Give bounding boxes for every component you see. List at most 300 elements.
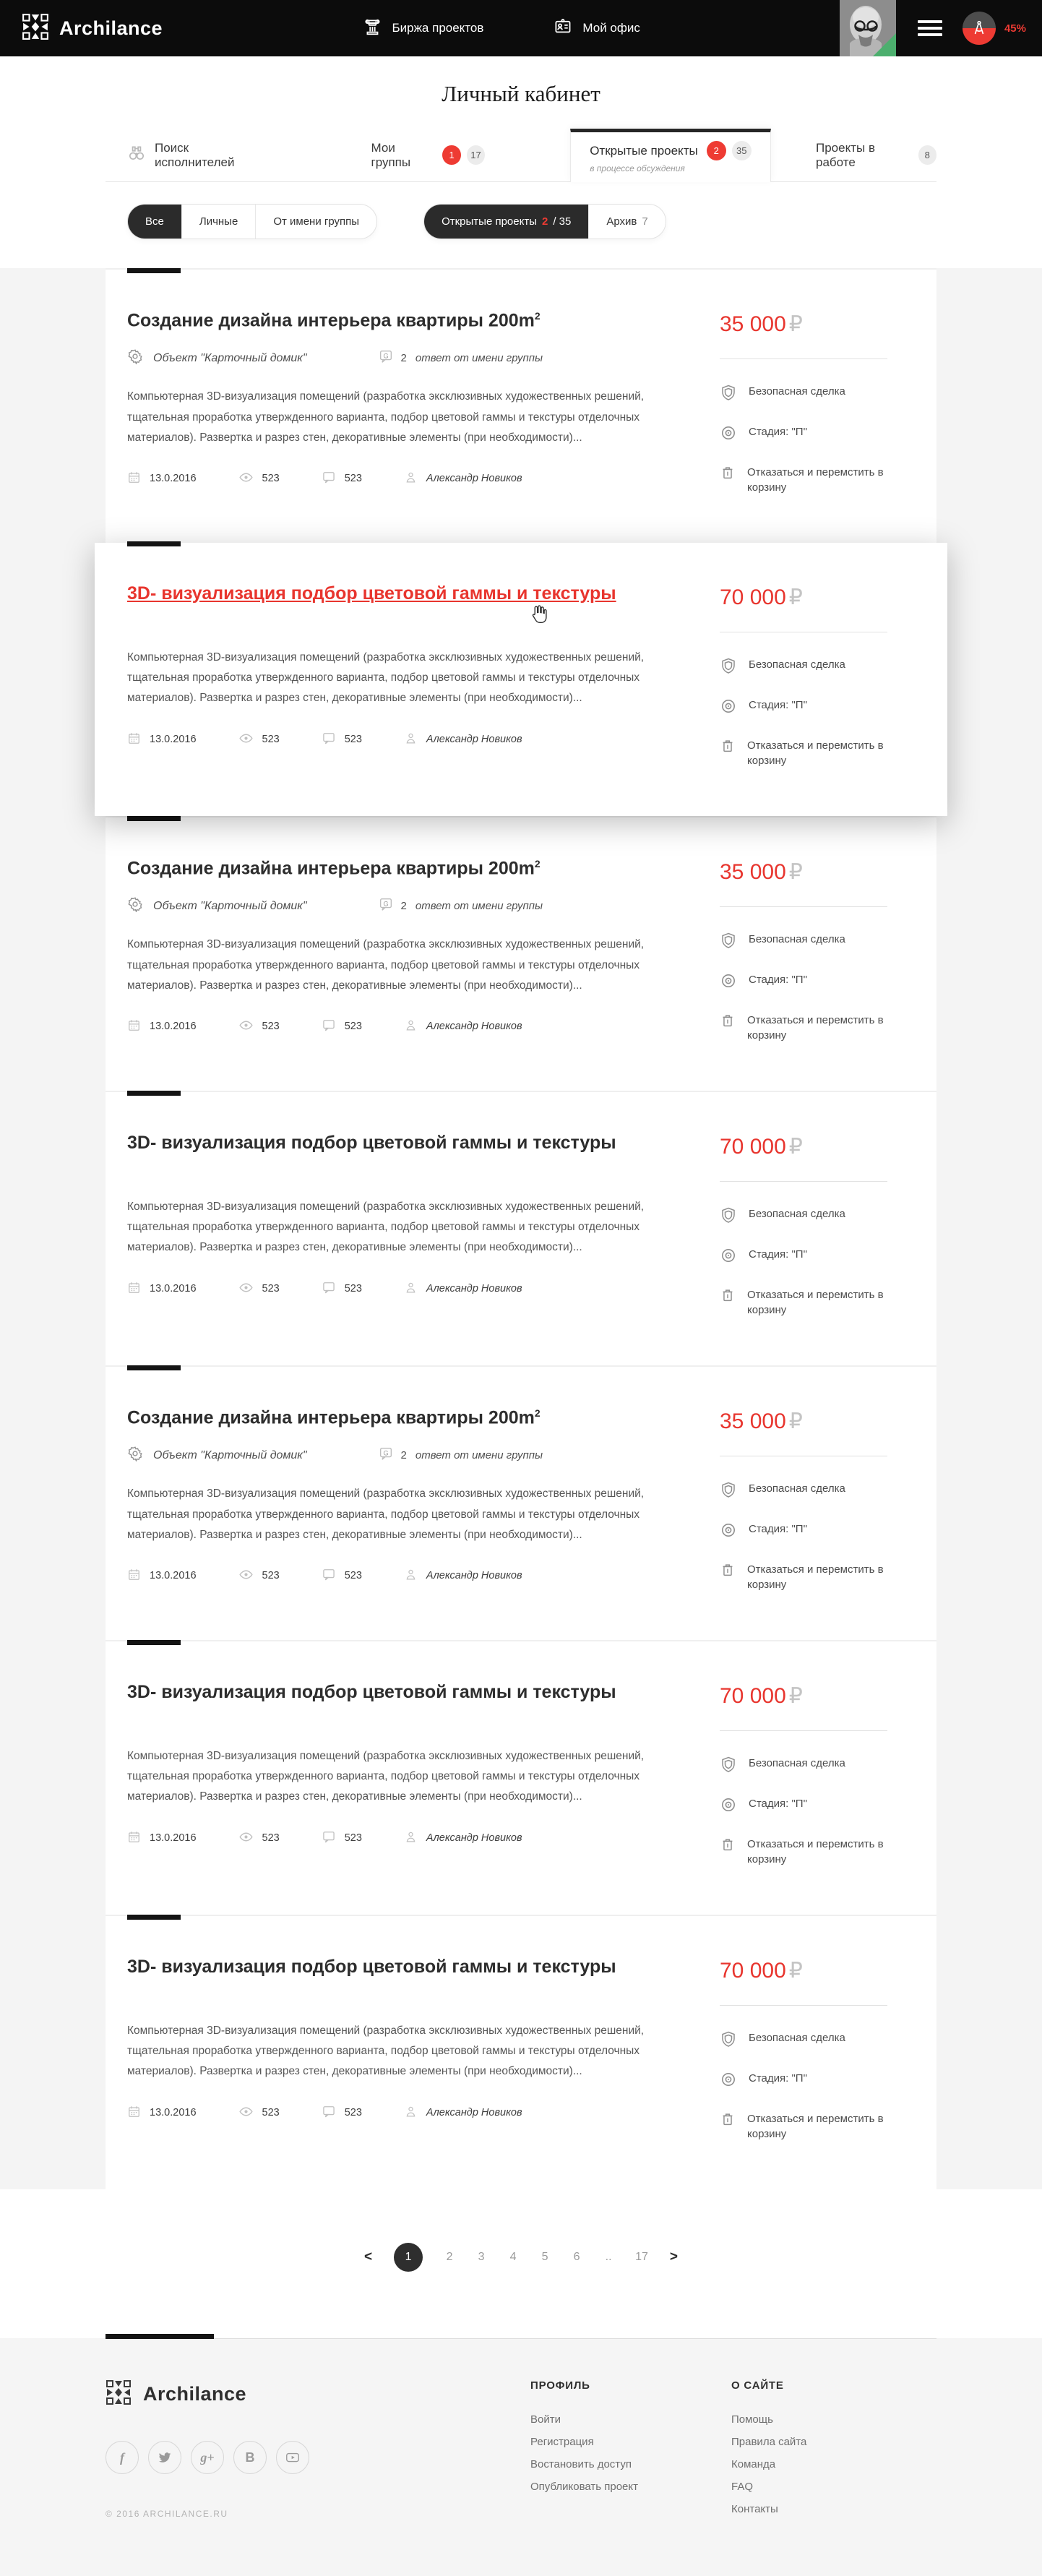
page-header-section — [0, 56, 1042, 268]
meta-row — [127, 1018, 669, 1036]
views-value: 523 — [262, 2107, 280, 2119]
scope-filter — [127, 204, 377, 239]
pagination — [0, 2189, 1042, 2338]
project-price — [720, 312, 936, 337]
comment-icon — [322, 1280, 336, 1297]
author-name: Александр Новиков — [426, 2107, 522, 2119]
calendar-icon — [127, 1281, 141, 1297]
nav-projects-exchange[interactable] — [363, 17, 483, 40]
status-filter — [423, 204, 666, 239]
project-price — [720, 1409, 936, 1434]
reject-to-trash-button[interactable] — [720, 2110, 936, 2142]
comments-value: 523 — [344, 1283, 362, 1295]
date-value: 13.0.2016 — [150, 1283, 197, 1295]
safe-deal-item — [720, 930, 936, 953]
badge-total: 17 — [467, 145, 485, 165]
card-main — [106, 1118, 720, 1335]
reply-label: ответ от имени группы — [415, 352, 543, 365]
comment-icon — [322, 2104, 336, 2121]
safe-deal-label: Безопасная сделка — [749, 1482, 845, 1495]
reject-label: Отказаться и перемстить в корзину — [747, 2113, 884, 2140]
author-name: Александр Новиков — [426, 1570, 522, 1582]
comments-value: 523 — [344, 2107, 362, 2119]
stage-item — [720, 2069, 936, 2092]
person-icon — [404, 1830, 418, 1847]
stage-item — [720, 423, 936, 446]
badge-total: 35 — [732, 141, 752, 160]
person-icon — [404, 1568, 418, 1584]
calendar-icon — [127, 471, 141, 487]
google-plus-icon[interactable]: g+ — [191, 2441, 224, 2474]
footer-link-publish-project[interactable]: Опубликовать проект — [530, 2481, 638, 2493]
tab-label: Проекты в работе — [816, 140, 875, 169]
price-value: 35 000 — [720, 1409, 786, 1433]
card-sidebar — [720, 843, 936, 1060]
author-item[interactable] — [404, 1018, 522, 1035]
svg-text:G: G — [382, 352, 389, 360]
safe-deal-item — [720, 2029, 936, 2052]
views-value: 523 — [262, 1832, 280, 1845]
price-divider — [720, 2005, 887, 2006]
stage-label: Стадия: "П" — [749, 1248, 807, 1261]
object-label: Объект "Карточный домик" — [153, 1448, 307, 1461]
reply-count: 2 — [400, 352, 407, 365]
meta-row — [127, 731, 669, 749]
archilance-logo-icon — [22, 13, 49, 44]
object-label: Объект "Карточный домик" — [153, 899, 307, 912]
person-icon — [404, 471, 418, 487]
footer-link-contacts[interactable]: Контакты — [731, 2503, 778, 2515]
nav-label: Мой офис — [582, 21, 640, 35]
group-reply — [378, 896, 543, 916]
project-card — [106, 1091, 936, 1365]
date-value: 13.0.2016 — [150, 1021, 197, 1033]
safe-deal-item — [720, 1480, 936, 1503]
calendar-icon — [127, 1018, 141, 1035]
comments-value: 523 — [344, 1021, 362, 1033]
date-value: 13.0.2016 — [150, 2107, 197, 2119]
date-item — [127, 1281, 197, 1297]
meta-row — [127, 1829, 669, 1847]
calendar-icon — [127, 1568, 141, 1584]
id-badge-icon — [553, 17, 572, 40]
stage-item — [720, 696, 936, 719]
comment-icon — [322, 470, 336, 487]
archive-count: 7 — [642, 215, 648, 228]
eye-icon — [238, 1018, 254, 1036]
svg-text:G: G — [382, 1449, 389, 1457]
comments-item — [322, 1829, 362, 1847]
project-description: Компьютерная 3D-визуализация помещений (разработка эксклюзивных художественных решений, тщательная проработка утвержденного варианта, подбор цветовой гаммы и текстуры отделочных материалов). Развертка и разрез стен, декоративные элементы (при необходимости)... — [127, 2025, 645, 2078]
footer-link-site-rules[interactable]: Правила сайта — [731, 2436, 807, 2448]
date-item — [127, 471, 197, 487]
prev-page-arrow[interactable]: < — [363, 2249, 373, 2264]
ruble-sign: ₽ — [788, 1959, 803, 1983]
views-value: 523 — [262, 734, 280, 746]
price-value: 70 000 — [720, 1959, 786, 1983]
safe-deal-item — [720, 656, 936, 679]
ruble-sign: ₽ — [788, 1409, 803, 1433]
reject-label: Отказаться и перемстить в корзину — [747, 1563, 884, 1591]
footer-link-team[interactable]: Команда — [731, 2458, 776, 2470]
footer-profile-column — [530, 2379, 731, 2525]
filter-on-behalf-of-group[interactable]: От имени группы — [255, 205, 376, 239]
project-title-link[interactable]: Создание дизайна интерьера квартиры $200m^2$ — [127, 858, 541, 879]
comment-icon — [322, 1567, 336, 1584]
tab-label: Открытые проекты — [590, 143, 698, 158]
footer — [0, 2339, 1042, 2576]
author-name: Александр Новиков — [426, 473, 522, 485]
views-value: 523 — [262, 1021, 280, 1033]
card-main — [106, 1942, 720, 2159]
project-card — [95, 543, 947, 816]
archilance-footer-logo-icon — [106, 2379, 132, 2409]
date-item — [127, 1830, 197, 1847]
target-icon — [720, 1795, 737, 1818]
meta-row — [127, 1280, 669, 1298]
eye-icon — [238, 1280, 254, 1298]
top-bar — [0, 0, 1042, 56]
group-bubble-icon — [378, 1446, 394, 1465]
stage-item — [720, 971, 936, 994]
shield-icon — [720, 1205, 737, 1228]
project-price — [720, 1958, 936, 1983]
views-item — [238, 1829, 280, 1847]
comments-item — [322, 731, 362, 748]
page-number[interactable]: 2 — [446, 2251, 453, 2263]
trash-icon — [720, 1286, 736, 1308]
tab-projects-in-work[interactable] — [816, 141, 936, 170]
reject-to-trash-button[interactable] — [720, 463, 936, 495]
reply-count: 2 — [400, 900, 407, 913]
date-item — [127, 1568, 197, 1584]
footer-brand-name: Archilance — [143, 2383, 247, 2405]
badge-total: 8 — [918, 145, 936, 165]
avatar[interactable] — [840, 0, 896, 56]
ruble-sign: ₽ — [788, 1684, 803, 1708]
trash-icon — [720, 1011, 736, 1033]
stage-label: Стадия: "П" — [749, 974, 807, 986]
footer-link-registration[interactable]: Регистрация — [530, 2436, 594, 2448]
page-number[interactable]: 17 — [635, 2251, 648, 2263]
safe-deal-label: Безопасная сделка — [749, 1757, 845, 1769]
project-description: Компьютерная 3D-визуализация помещений (разработка эксклюзивных художественных решений, тщательная проработка утвержденного варианта, подбор цветовой гаммы и текстуры отделочных материалов). Развертка и разрез стен, декоративные элементы (при необходимости)... — [127, 1750, 645, 1803]
target-icon — [720, 1520, 737, 1543]
filter-bar — [106, 182, 936, 268]
header-right — [840, 0, 1042, 56]
reply-label: ответ от имени группы — [415, 1449, 543, 1462]
card-main — [106, 569, 720, 786]
group-reply — [378, 348, 543, 368]
tab-search-performers[interactable] — [127, 141, 264, 170]
profile-progress[interactable] — [963, 12, 1026, 45]
card-sidebar — [720, 1393, 936, 1610]
date-item — [127, 731, 197, 748]
twitter-icon[interactable] — [148, 2441, 181, 2474]
card-sidebar — [720, 1942, 936, 2159]
card-sidebar — [720, 296, 936, 512]
meta-row — [127, 2104, 669, 2122]
project-title-link[interactable]: 3D- визуализация подбор цветовой гаммы и текстуры — [127, 1682, 616, 1702]
badge-new: 2 — [707, 141, 726, 160]
person-icon — [404, 1018, 418, 1035]
tab-subtitle: в процессе обсуждения — [590, 163, 685, 173]
target-icon — [720, 423, 737, 446]
tab-open-projects[interactable] — [570, 129, 771, 182]
comments-value: 523 — [344, 734, 362, 746]
behance-icon[interactable]: B — [233, 2441, 267, 2474]
safe-deal-item — [720, 1754, 936, 1777]
eye-icon — [238, 731, 254, 749]
reject-to-trash-button[interactable] — [720, 737, 936, 768]
date-value: 13.0.2016 — [150, 1570, 197, 1582]
trash-icon — [720, 2110, 736, 2131]
views-item — [238, 2104, 280, 2122]
page-number[interactable]: 3 — [478, 2251, 485, 2263]
date-item — [127, 1018, 197, 1035]
trash-icon — [720, 463, 736, 485]
stage-label: Стадия: "П" — [749, 1798, 807, 1810]
page-number[interactable]: 1 — [394, 2243, 423, 2272]
project-card — [106, 1915, 936, 2189]
calendar-icon — [127, 2105, 141, 2121]
safe-deal-item — [720, 1205, 936, 1228]
stage-item — [720, 1795, 936, 1818]
date-value: 13.0.2016 — [150, 734, 197, 746]
stage-label: Стадия: "П" — [749, 1523, 807, 1535]
author-item[interactable] — [404, 1281, 522, 1297]
filter-open-projects[interactable]: Открытые проекты 2 / 35 — [424, 205, 588, 239]
shield-icon — [720, 656, 737, 679]
open-count-total: / 35 — [553, 215, 572, 228]
safe-deal-label: Безопасная сделка — [749, 1208, 845, 1220]
copyright: © 2016 ARCHILANCE.RU — [106, 2509, 228, 2519]
target-icon — [720, 696, 737, 719]
page-title: Личный кабинет — [442, 81, 600, 106]
footer-link-login[interactable]: Войти — [530, 2413, 561, 2426]
calendar-icon — [127, 1830, 141, 1847]
binoculars-icon — [127, 144, 146, 166]
open-count-new: 2 — [541, 215, 548, 228]
eye-icon — [238, 1829, 254, 1847]
target-icon — [720, 2069, 737, 2092]
shield-icon — [720, 2029, 737, 2052]
tab-bar — [106, 129, 936, 182]
tab-label: Мои группы — [371, 140, 411, 169]
group-bubble-icon — [378, 348, 394, 368]
reject-to-trash-button[interactable] — [720, 1560, 936, 1592]
reject-label: Отказаться и перемстить в корзину — [747, 1289, 884, 1316]
footer-brand[interactable] — [106, 2379, 530, 2409]
comment-icon — [322, 1829, 336, 1847]
comments-value: 523 — [344, 1832, 362, 1845]
date-value: 13.0.2016 — [150, 473, 197, 485]
project-title-link[interactable]: Создание дизайна интерьера квартиры $200m^2$ — [127, 310, 541, 331]
comment-icon — [322, 1018, 336, 1035]
top-nav — [363, 17, 640, 40]
date-value: 13.0.2016 — [150, 1832, 197, 1845]
reject-label: Отказаться и перемстить в корзину — [747, 1838, 884, 1866]
safe-deal-label: Безопасная сделка — [749, 658, 845, 671]
author-item[interactable] — [404, 1830, 522, 1847]
calendar-icon — [127, 731, 141, 748]
ruble-sign: ₽ — [788, 1135, 803, 1159]
project-price — [720, 1134, 936, 1159]
content-bottom-accent — [106, 2338, 936, 2339]
footer-link-help[interactable]: Помощь — [731, 2413, 773, 2426]
project-card — [106, 268, 936, 543]
stage-label: Стадия: "П" — [749, 699, 807, 711]
project-price — [720, 1683, 936, 1709]
gear-icon — [127, 1446, 143, 1465]
footer-link-restore-access[interactable]: Востановить доступ — [530, 2458, 632, 2470]
trash-icon — [720, 737, 736, 758]
target-icon — [720, 1245, 737, 1268]
stage-label: Стадия: "П" — [749, 426, 807, 438]
page-number[interactable]: 5 — [541, 2251, 548, 2263]
project-card — [106, 1365, 936, 1640]
page-number[interactable]: 4 — [509, 2251, 517, 2263]
views-item — [238, 1018, 280, 1036]
reject-label: Отказаться и перемстить в корзину — [747, 1014, 884, 1042]
meta-row — [127, 470, 669, 488]
project-title-link[interactable]: Создание дизайна интерьера квартиры $200m^2$ — [127, 1407, 541, 1428]
gear-icon — [127, 348, 143, 368]
tab-my-groups[interactable] — [371, 141, 486, 170]
gear-icon — [127, 896, 143, 916]
object-row — [127, 348, 669, 368]
nav-label: Биржа проектов — [392, 21, 484, 35]
card-main — [106, 296, 720, 512]
card-main — [106, 843, 720, 1060]
reject-to-trash-button[interactable] — [720, 1286, 936, 1318]
card-main — [106, 1393, 720, 1610]
project-price — [720, 859, 936, 885]
author-item[interactable] — [404, 1568, 522, 1584]
tab-label: Поиск исполнителей — [155, 140, 235, 169]
project-title-link[interactable]: 3D- визуализация подбор цветовой гаммы и текстуры — [127, 1133, 616, 1153]
comments-item — [322, 1280, 362, 1297]
filter-all[interactable]: Все — [128, 205, 181, 239]
project-description: Компьютерная 3D-визуализация помещений (разработка эксклюзивных художественных решений, тщательная проработка утвержденного варианта, подбор цветовой гаммы и текстуры отделочных материалов). Развертка и разрез стен, декоративные элементы (при необходимости)... — [127, 651, 645, 705]
person-icon — [404, 731, 418, 748]
price-divider — [720, 1181, 887, 1182]
ruble-sign: ₽ — [788, 585, 803, 609]
group-bubble-icon — [378, 896, 394, 916]
filter-archive[interactable]: Архив 7 — [588, 205, 665, 239]
author-item[interactable] — [404, 471, 522, 487]
next-page-arrow[interactable]: > — [669, 2249, 678, 2264]
comment-icon — [322, 731, 336, 748]
social-links — [106, 2441, 530, 2474]
price-value: 70 000 — [720, 1684, 786, 1708]
price-value: 70 000 — [720, 1135, 786, 1159]
comments-item — [322, 1018, 362, 1035]
footer-link-faq[interactable]: FAQ — [731, 2481, 754, 2493]
group-reply — [378, 1446, 543, 1465]
price-value: 35 000 — [720, 860, 786, 884]
badge-new: 1 — [442, 145, 460, 165]
comments-item — [322, 1567, 362, 1584]
comments-value: 523 — [344, 1570, 362, 1582]
shield-icon — [720, 382, 737, 405]
ruble-sign: ₽ — [788, 860, 803, 884]
youtube-icon[interactable] — [276, 2441, 309, 2474]
project-title-link[interactable]: 3D- визуализация подбор цветовой гаммы и текстуры — [127, 1957, 616, 1977]
project-title-link[interactable]: 3D- визуализация подбор цветовой гаммы и текстуры — [127, 583, 616, 604]
safe-deal-label: Безопасная сделка — [749, 2032, 845, 2044]
reject-label: Отказаться и перемстить в корзину — [747, 739, 884, 767]
object-row — [127, 1446, 669, 1465]
price-value: 35 000 — [720, 312, 786, 336]
project-list — [106, 268, 936, 2189]
footer-brand-column — [106, 2379, 530, 2525]
views-value: 523 — [262, 1570, 280, 1582]
reject-to-trash-button[interactable] — [720, 1011, 936, 1043]
page-number[interactable]: 6 — [573, 2251, 580, 2263]
stage-label: Стадия: "П" — [749, 2072, 807, 2085]
project-card — [106, 816, 936, 1091]
author-item[interactable] — [404, 2105, 522, 2121]
price-divider — [720, 1730, 887, 1731]
views-item — [238, 731, 280, 749]
facebook-icon[interactable]: f — [106, 2441, 139, 2474]
project-description: Компьютерная 3D-визуализация помещений (разработка эксклюзивных художественных решений, тщательная проработка утвержденного варианта, подбор цветовой гаммы и текстуры отделочных материалов). Развертка и разрез стен, декоративные элементы (при необходимости)... — [127, 390, 645, 444]
author-item[interactable] — [404, 731, 522, 748]
shield-icon — [720, 930, 737, 953]
menu-icon[interactable] — [918, 17, 942, 40]
views-item — [238, 470, 280, 488]
safe-deal-label: Безопасная сделка — [749, 933, 845, 945]
page-number[interactable]: .. — [605, 2251, 612, 2263]
comments-item — [322, 2104, 362, 2121]
footer-about-header: О САЙТЕ — [731, 2379, 784, 2392]
shield-icon — [720, 1480, 737, 1503]
column-icon — [363, 17, 382, 40]
views-item — [238, 1280, 280, 1298]
author-name: Александр Новиков — [426, 1021, 522, 1033]
author-name: Александр Новиков — [426, 734, 522, 746]
eye-icon — [238, 470, 254, 488]
stage-item — [720, 1520, 936, 1543]
person-icon — [404, 1281, 418, 1297]
object-label: Объект "Карточный домик" — [153, 351, 307, 364]
filter-personal[interactable]: Личные — [181, 205, 255, 239]
nav-my-office[interactable] — [553, 17, 640, 40]
progress-percent: 45% — [1004, 22, 1026, 35]
project-description: Компьютерная 3D-визуализация помещений (разработка эксклюзивных художественных решений, тщательная проработка утвержденного варианта, подбор цветовой гаммы и текстуры отделочных материалов). Развертка и разрез стен, декоративные элементы (при необходимости)... — [127, 1487, 645, 1541]
eye-icon — [238, 2104, 254, 2122]
views-value: 523 — [262, 1283, 280, 1295]
meta-row — [127, 1567, 669, 1585]
safe-deal-item — [720, 382, 936, 405]
brand[interactable] — [22, 13, 163, 44]
person-icon — [404, 2105, 418, 2121]
svg-text:G: G — [382, 900, 389, 908]
target-icon — [720, 971, 737, 994]
reject-to-trash-button[interactable] — [720, 1835, 936, 1867]
trash-icon — [720, 1560, 736, 1582]
reply-label: ответ от имени группы — [415, 900, 543, 913]
price-divider — [720, 906, 887, 907]
project-card — [106, 1640, 936, 1915]
reject-label: Отказаться и перемстить в корзину — [747, 466, 884, 494]
footer-profile-header: ПРОФИЛЬ — [530, 2379, 590, 2392]
object-row — [127, 896, 669, 916]
safe-deal-label: Безопасная сделка — [749, 385, 845, 398]
stage-item — [720, 1245, 936, 1268]
card-sidebar — [720, 1118, 936, 1335]
